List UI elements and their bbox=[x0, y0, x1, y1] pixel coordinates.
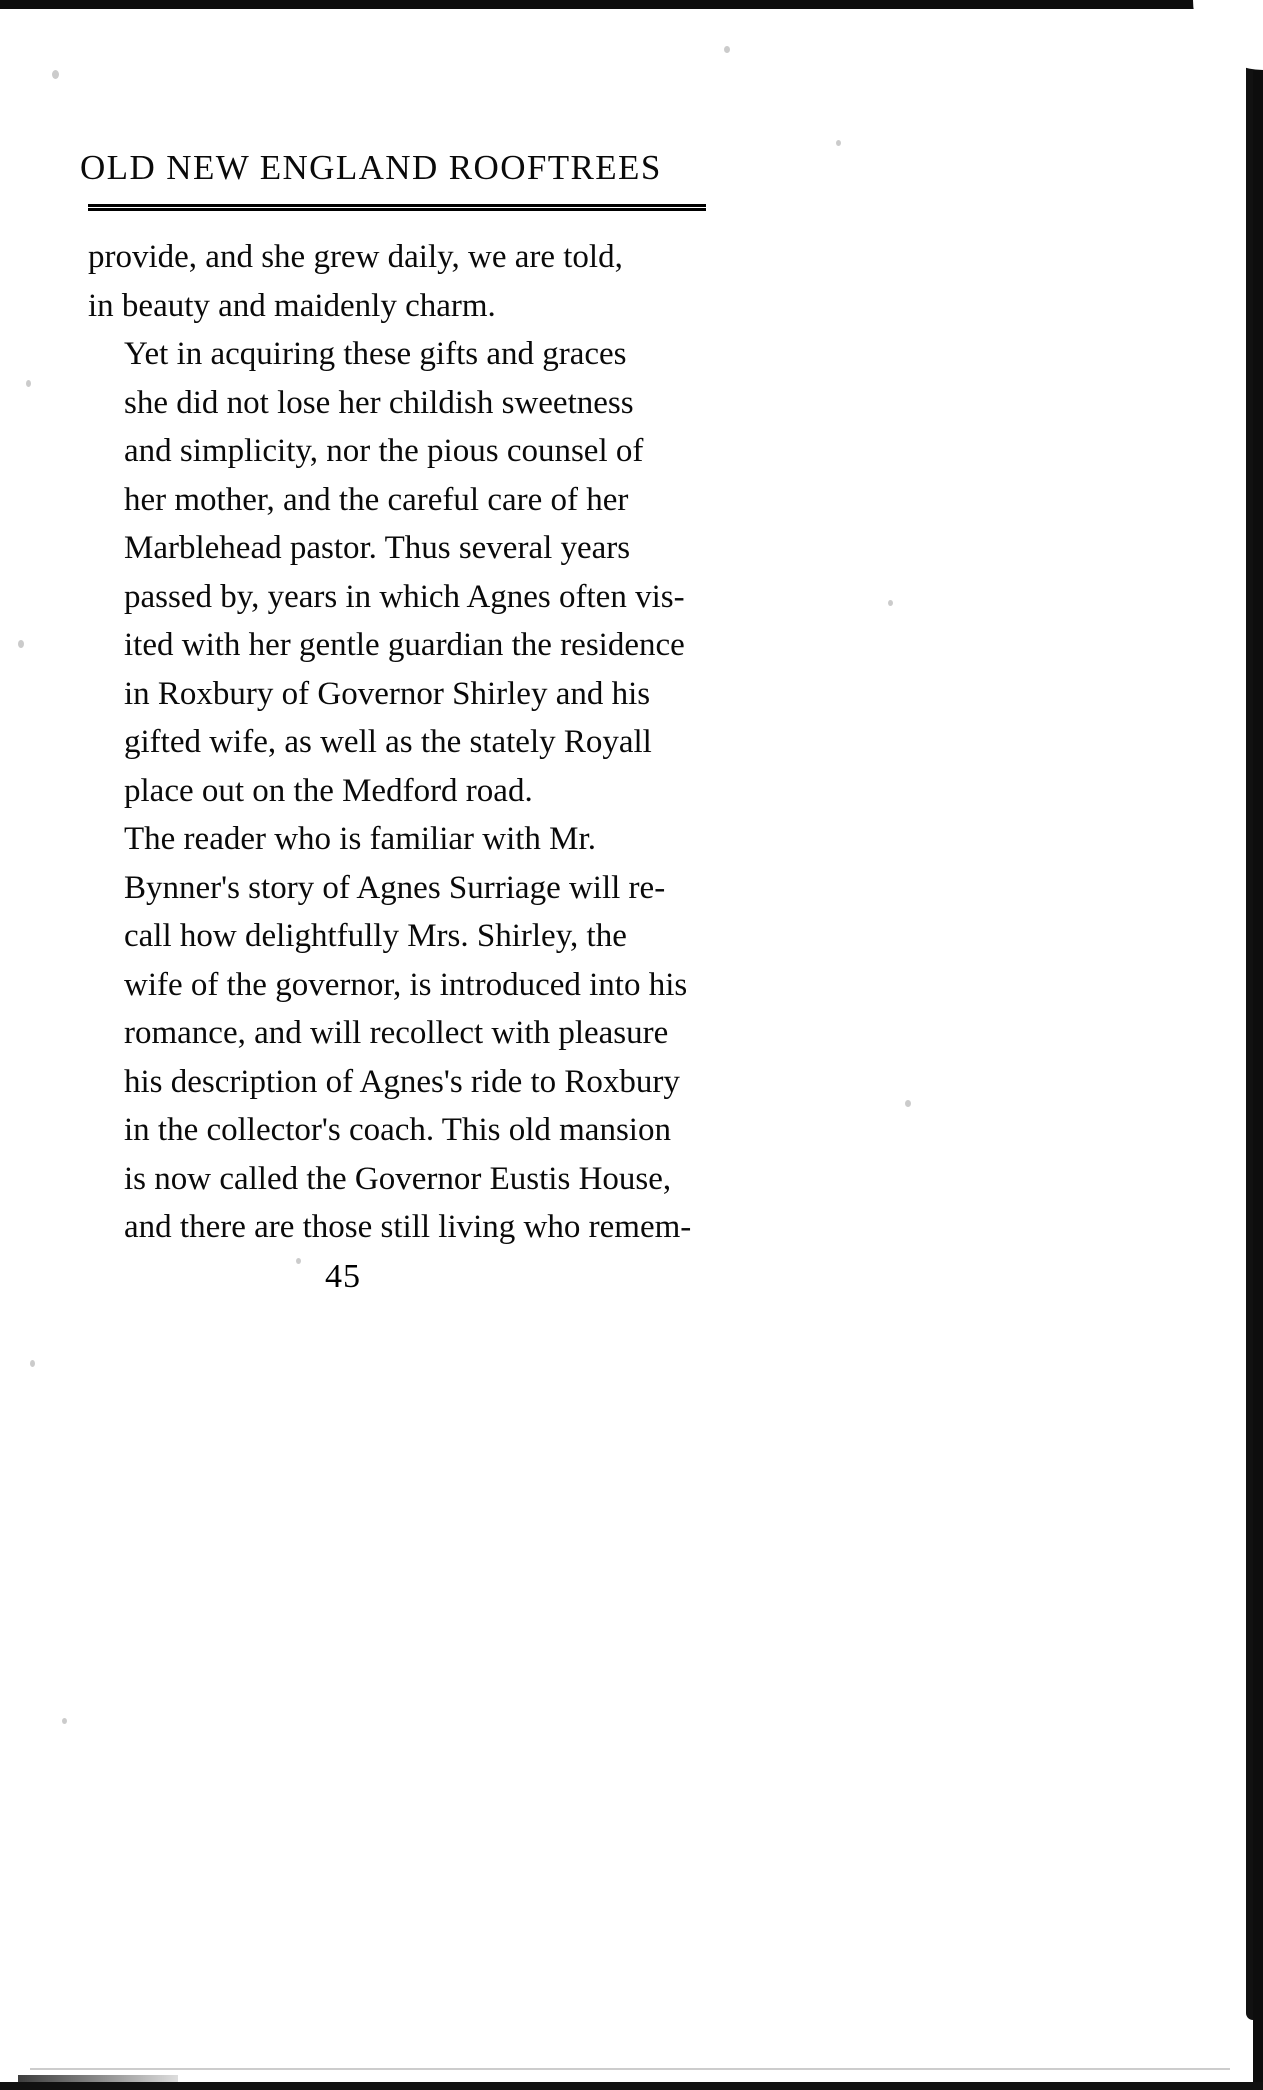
text-line: in beauty and maidenly charm. bbox=[88, 287, 496, 324]
paragraph bbox=[88, 815, 708, 1252]
paragraph bbox=[88, 233, 708, 330]
body-text bbox=[88, 233, 708, 1252]
text-line: in the collector's coach. This old mansion bbox=[124, 1112, 671, 1148]
text-line: is now called the Governor Eustis House, bbox=[124, 1160, 672, 1197]
text-line: call how delightfully Mrs. Shirley, the bbox=[124, 918, 627, 954]
text-line: her mother, and the careful care of her bbox=[124, 481, 629, 518]
text-line: his description of Agnes's ride to Roxbury bbox=[124, 1063, 680, 1100]
text-line: she did not lose her childish sweetness bbox=[124, 384, 634, 421]
text-line: Bynner's story of Agnes Surriage will re- bbox=[124, 869, 666, 906]
text-line: gifted wife, as well as the stately Royall bbox=[124, 724, 652, 760]
header-double-rule bbox=[88, 204, 706, 211]
text-line: romance, and will recollect with pleasure bbox=[124, 1015, 669, 1051]
page-number: 45 bbox=[325, 1257, 361, 1295]
text-line: provide, and she grew daily, we are told, bbox=[88, 239, 623, 275]
text-line: Yet in acquiring these gifts and graces bbox=[124, 336, 627, 372]
text-line: The reader who is familiar with Mr. bbox=[124, 821, 596, 857]
text-line: passed by, years in which Agnes often vis- bbox=[124, 578, 685, 615]
text-column bbox=[80, 148, 708, 1296]
text-line: place out on the Medford road. bbox=[124, 772, 533, 809]
text-line: wife of the governor, is introduced into his bbox=[124, 966, 688, 1003]
paragraph bbox=[88, 330, 708, 815]
text-line: and simplicity, nor the pious counsel of bbox=[124, 433, 644, 469]
text-line: in Roxbury of Governor Shirley and his bbox=[124, 675, 651, 712]
running-head: OLD NEW ENGLAND ROOFTREES bbox=[80, 148, 662, 187]
text-line: Marblehead pastor. Thus several years bbox=[124, 530, 631, 566]
text-line: ited with her gentle guardian the residence bbox=[124, 627, 685, 663]
text-line: and there are those still living who remem- bbox=[124, 1209, 692, 1245]
